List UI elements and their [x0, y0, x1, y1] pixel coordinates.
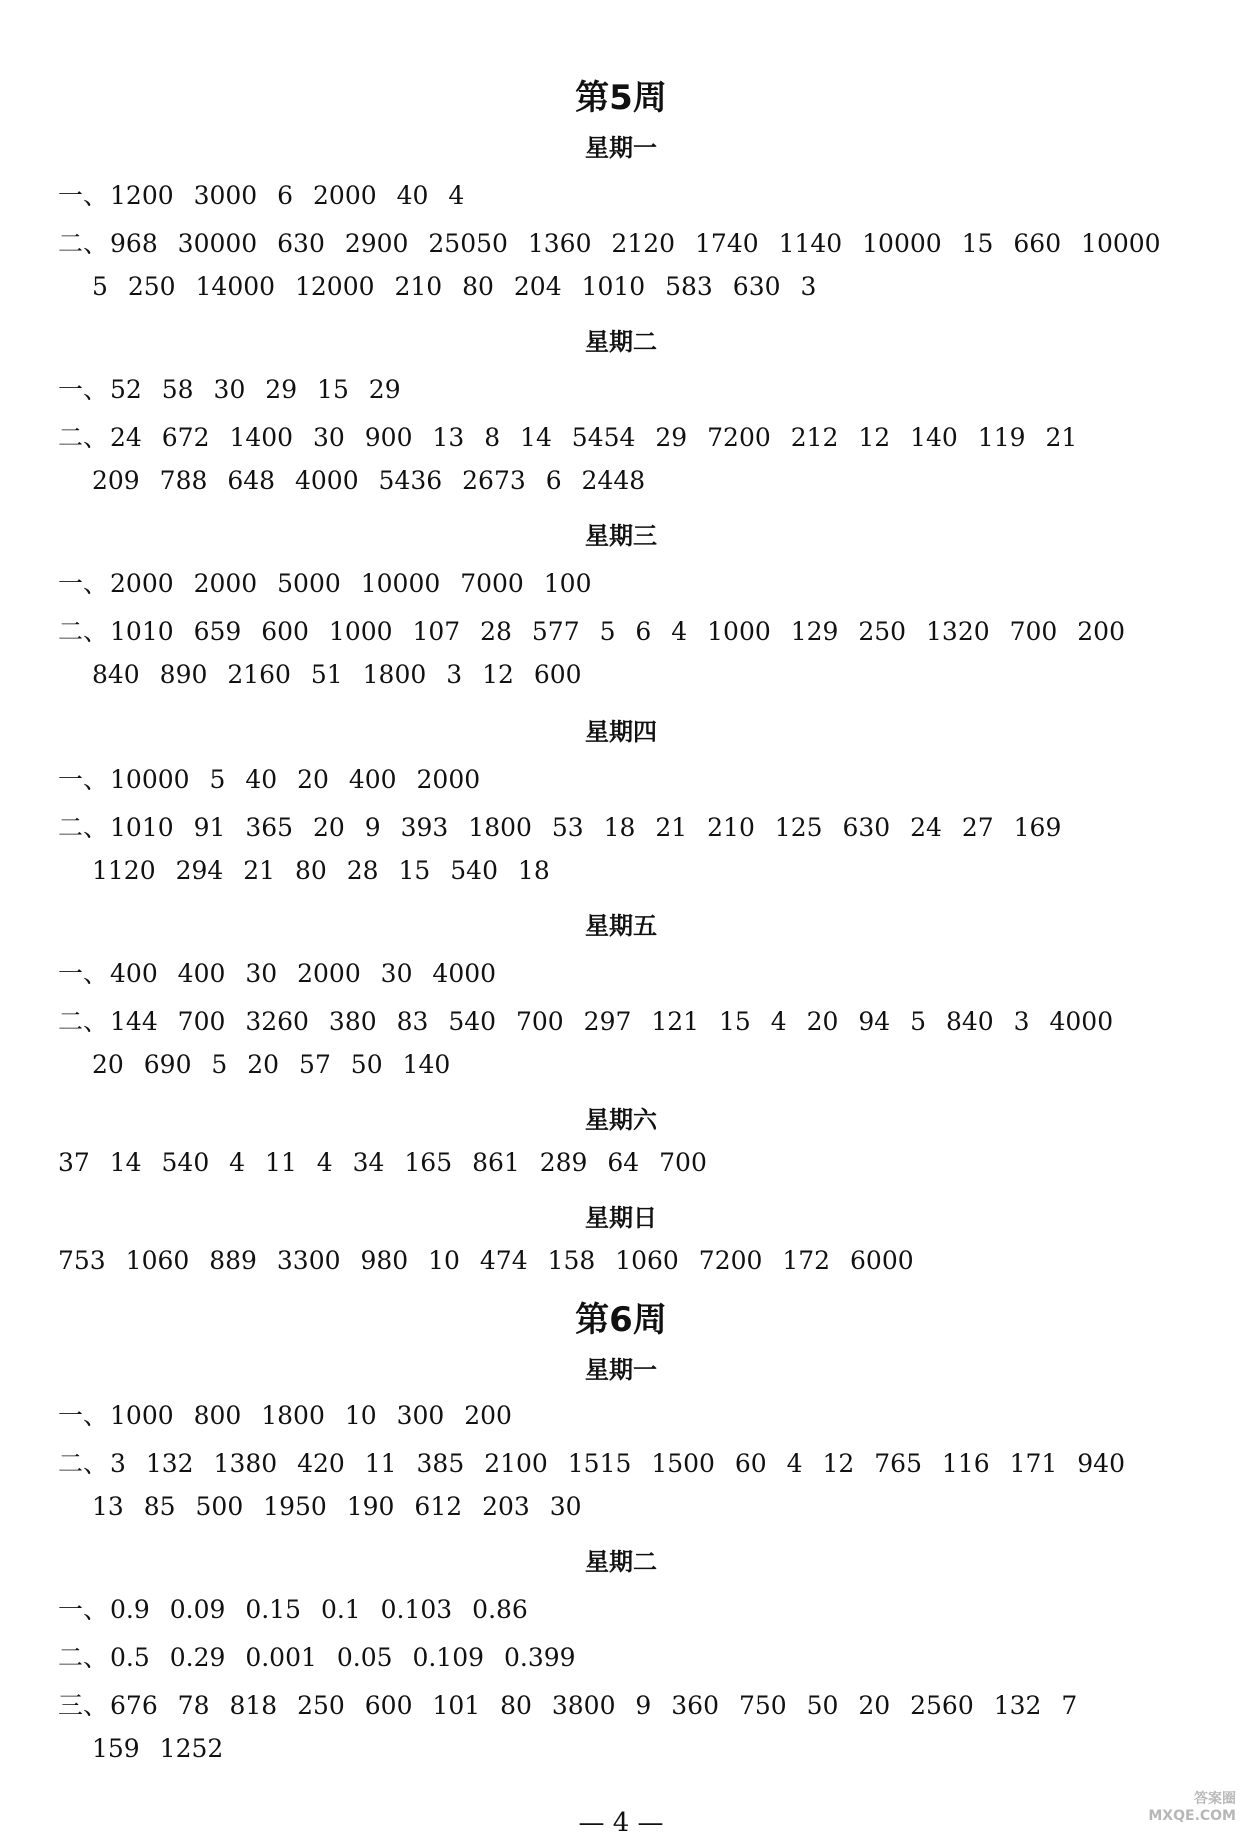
w5-wed-part2-cont: 840 890 2160 51 1800 3 12 600 — [92, 660, 582, 689]
w5-thu-part1: 一、 10000 5 40 20 400 2000 — [58, 765, 481, 794]
w5-thursday-title: 星期四 — [585, 718, 657, 746]
w5-wednesday-title: 星期三 — [585, 522, 657, 550]
w6-tuesday-title: 星期二 — [585, 1548, 657, 1576]
w5-monday-title: 星期一 — [585, 134, 657, 162]
week-5-title: 第5周 — [575, 78, 667, 118]
w5-fri-part1: 一、 400 400 30 2000 30 4000 — [58, 959, 497, 988]
w6-mon-part2: 二、 3 132 1380 420 11 385 2100 1515 1500 60 4 12 765 116 171 940 — [58, 1449, 1125, 1478]
week-6-title: 第6周 — [575, 1300, 667, 1340]
w5-friday-title: 星期五 — [585, 912, 657, 940]
w6-monday-title: 星期一 — [585, 1356, 657, 1384]
w5-tue-part1: 一、 52 58 30 29 15 29 — [58, 375, 401, 404]
w6-tue-part2: 二、 0.5 0.29 0.001 0.05 0.109 0.399 — [58, 1643, 576, 1672]
w5-mon-part2: 二、 968 30000 630 2900 25050 1360 2120 1740 1140 10000 15 660 10000 — [58, 229, 1161, 258]
w6-mon-part1: 一、 1000 800 1800 10 300 200 — [58, 1401, 512, 1430]
watermark-logo: 答案圈 MXQE.COM — [1148, 1791, 1236, 1824]
w5-tuesday-title: 星期二 — [585, 328, 657, 356]
w5-sunday-title: 星期日 — [585, 1204, 657, 1232]
w5-thu-part2-cont: 1120 294 21 80 28 15 540 18 — [92, 856, 550, 885]
w6-tue-part1: 一、 0.9 0.09 0.15 0.1 0.103 0.86 — [58, 1595, 528, 1624]
w5-tue-part2: 二、 24 672 1400 30 900 13 8 14 5454 29 7200 212 12 140 119 21 — [58, 423, 1078, 452]
w5-tue-part2-cont: 209 788 648 4000 5436 2673 6 2448 — [92, 466, 646, 495]
w5-sat-answers: 37 14 540 4 11 4 34 165 861 289 64 700 — [58, 1148, 707, 1177]
page-number: — 4 — — [578, 1808, 664, 1838]
w5-wed-part1: 一、 2000 2000 5000 10000 7000 100 — [58, 569, 592, 598]
w5-fri-part2-cont: 20 690 5 20 57 50 140 — [92, 1050, 451, 1079]
w6-tue-part3-cont: 159 1252 — [92, 1734, 224, 1763]
w5-wed-part2: 二、 1010 659 600 1000 107 28 577 5 6 4 1000 129 250 1320 700 200 — [58, 617, 1125, 646]
w5-saturday-title: 星期六 — [585, 1106, 657, 1134]
w5-mon-part2-cont: 5 250 14000 12000 210 80 204 1010 583 630 3 — [92, 272, 817, 301]
w6-tue-part3: 三、 676 78 818 250 600 101 80 3800 9 360 750 50 20 2560 132 7 — [58, 1691, 1078, 1720]
w6-mon-part2-cont: 13 85 500 1950 190 612 203 30 — [92, 1492, 582, 1521]
w5-thu-part2: 二、 1010 91 365 20 9 393 1800 53 18 21 210 125 630 24 27 169 — [58, 813, 1062, 842]
w5-mon-part1: 一、 1200 3000 6 2000 40 4 — [58, 181, 465, 210]
w5-sun-answers: 753 1060 889 3300 980 10 474 158 1060 7200 172 6000 — [58, 1246, 914, 1275]
w5-fri-part2: 二、 144 700 3260 380 83 540 700 297 121 15 4 20 94 5 840 3 4000 — [58, 1007, 1114, 1036]
